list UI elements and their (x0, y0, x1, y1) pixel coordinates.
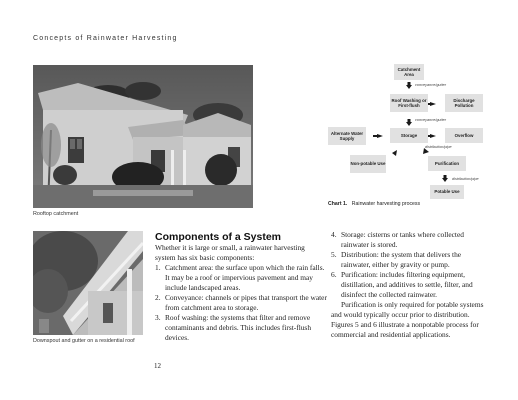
list-item-text: Catchment area: the surface upon which the rain falls. It may be a roof or impervious pavement and may include landscaped areas. (165, 263, 325, 292)
rooftop-photo (33, 65, 253, 208)
edge-label-conveyance-2: conveyance/gutter (415, 118, 447, 122)
page-number: 12 (154, 362, 161, 370)
list-item-text: Storage: cisterns or tanks where collected rainwater is stored. (341, 230, 464, 249)
node-purification: Purification (428, 156, 466, 171)
edge-label-distribution-2: distribution/pipe (452, 177, 479, 181)
chart-caption-text: Rainwater harvesting process (351, 201, 421, 207)
top-photo-caption: Rooftop catchment (33, 211, 79, 217)
downspout-photo (33, 231, 143, 335)
edge-label-conveyance-1: conveyance/gutter (415, 83, 447, 87)
list-item (155, 263, 330, 293)
list-item-number: 3. (155, 313, 161, 322)
node-discharge: Discharge Pollution (445, 94, 483, 112)
component-list-left (155, 263, 330, 343)
chart-label: Chart 1. (328, 201, 348, 207)
list-item (331, 250, 491, 270)
node-storage: Storage (390, 128, 428, 143)
node-roof-washing: Roof Washing or First-flush (390, 94, 428, 112)
node-potable: Potable Use (430, 185, 464, 199)
node-alternate: Alternate Water Supply (328, 127, 366, 145)
page-header: Concepts of Rainwater Harvesting (33, 35, 178, 42)
bottom-photo-caption: Downspout and gutter on a residential roof (33, 338, 135, 344)
list-item-number: 5. (331, 250, 337, 259)
list-item (155, 293, 330, 313)
list-item (155, 313, 330, 343)
list-item (331, 230, 491, 250)
chart-caption (328, 201, 420, 207)
section-intro: Whether it is large or small, a rainwater harvesting system has six basic components: (155, 243, 305, 262)
list-item-text: Purification: includes filtering equipment, distillation, and additives to settle, filter, and disinfect the collected rainwater. (341, 270, 473, 299)
list-item-number: 4. (331, 230, 337, 239)
list-item-text: Roof washing: the systems that filter and remove contaminants and debris. This includes first-flush devices. (165, 313, 312, 342)
node-nonpotable: Non-potable Use (350, 155, 386, 173)
list-item-number: 2. (155, 293, 161, 302)
arrow-storage-to-nonpotable (392, 150, 397, 156)
list-item-number: 1. (155, 263, 161, 272)
list-item-text: Conveyance: channels or pipes that transport the water from catchment area to storage. (165, 293, 327, 312)
right-column (331, 230, 491, 340)
closing-paragraph: Purification is only required for potable systems and would typically occur prior to distribution. Figures 5 and 6 illustrate a nonpotable process for commercial and residential applications. (331, 300, 484, 339)
process-chart (320, 60, 515, 200)
section-heading: Components of a System (155, 231, 282, 243)
list-item-number: 6. (331, 270, 337, 279)
list-item (331, 270, 491, 300)
list-item-text: Distribution: the system that delivers the rainwater, either by gravity or pump. (341, 250, 462, 269)
node-overflow: Overflow (445, 128, 483, 143)
node-catchment: Catchment Area (394, 64, 424, 80)
edge-label-distribution-1: distribution/pipe (425, 145, 452, 149)
component-list-right (331, 230, 491, 300)
